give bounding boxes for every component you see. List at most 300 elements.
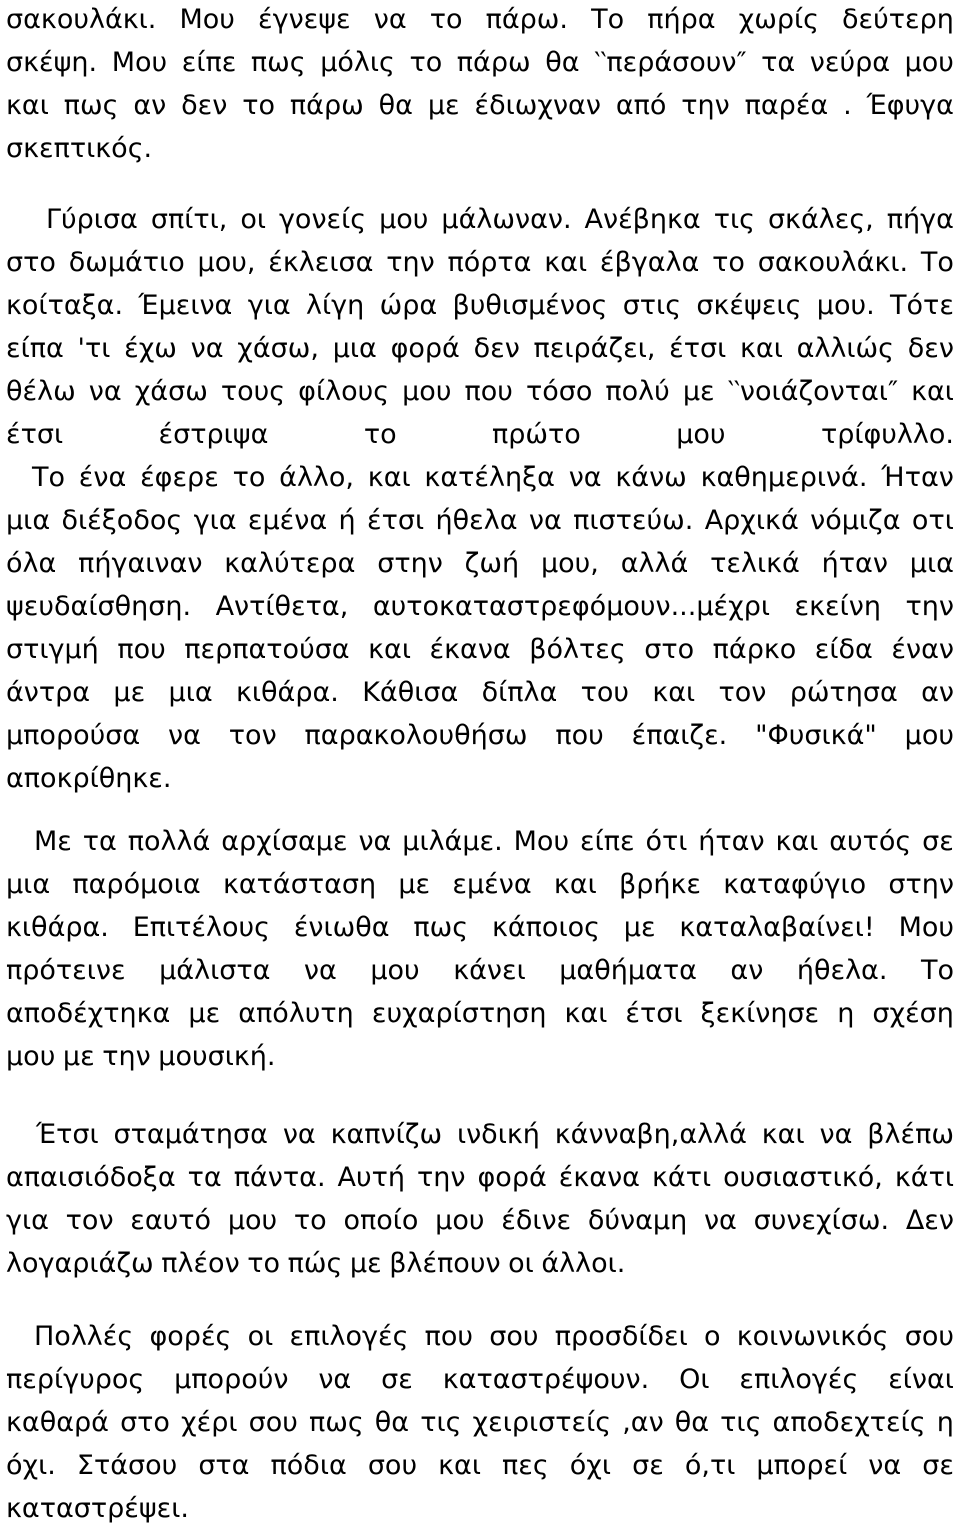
word: μια: [6, 869, 51, 900]
word: άντρα: [6, 677, 91, 708]
word: τον: [228, 720, 277, 751]
word: τόσο: [525, 376, 593, 407]
word: κοίταξα.: [6, 290, 124, 321]
word: Αρχικά: [704, 505, 799, 536]
word: ψευδαίσθηση.: [6, 591, 192, 622]
word: πρώτο: [492, 419, 581, 450]
word: Πολλές: [34, 1321, 134, 1352]
word: είδα: [814, 634, 873, 665]
word: θα: [378, 90, 413, 121]
word: σακουλάκι.: [757, 247, 909, 278]
word: σου: [489, 1321, 539, 1352]
word: τα: [82, 826, 117, 857]
word: Αυτή: [337, 1162, 406, 1193]
word: μόλις: [320, 47, 395, 78]
word: για: [193, 505, 237, 536]
word: να: [528, 505, 562, 536]
word: κάποιος: [491, 912, 600, 943]
word: αλλά: [620, 548, 689, 579]
word: Έφυγα: [866, 90, 954, 121]
word: χέρι: [181, 1407, 238, 1438]
text-line-28: λογαριάζω πλέον το πώς με βλέπουν οι άλλοι.: [6, 1248, 626, 1279]
word: κάτι: [894, 1162, 954, 1193]
word: έπαιζε.: [631, 720, 728, 751]
text-line-14: [6, 589, 954, 625]
word: που: [555, 720, 604, 751]
word: μια: [332, 333, 377, 364]
word: Στάσου: [76, 1450, 178, 1481]
word: τα: [761, 47, 796, 78]
word: Δεν: [905, 1205, 954, 1236]
word: εαυτό: [130, 1205, 212, 1236]
word: θέλω: [6, 376, 76, 407]
word: εκείνη: [794, 591, 881, 622]
word: από: [615, 90, 667, 121]
text-line-9: [6, 374, 954, 410]
word: Ανέβηκα: [584, 204, 701, 235]
word: στα: [198, 1450, 250, 1481]
word: πρότεινε: [6, 955, 126, 986]
word: το: [293, 1205, 327, 1236]
word: πάρω: [289, 90, 364, 121]
word: τις: [713, 204, 755, 235]
word: για: [247, 290, 291, 321]
word: επιλογές: [739, 1364, 859, 1395]
word: ,αν: [622, 1407, 664, 1438]
word: και: [544, 247, 588, 278]
word: για: [6, 1205, 49, 1236]
word: έτσι: [669, 333, 727, 364]
word: δεύτερη: [842, 4, 954, 35]
word: μάλιστα: [159, 955, 271, 986]
word: να: [168, 720, 201, 751]
word: που: [117, 634, 166, 665]
word: και: [740, 333, 783, 364]
text-line-3: [6, 88, 954, 124]
word: δύναμη: [587, 1205, 688, 1236]
word: πως: [413, 912, 469, 943]
word: δεν: [907, 333, 954, 364]
word: το: [712, 247, 745, 278]
word: φίλους: [298, 376, 390, 407]
word: μου,: [540, 548, 599, 579]
word: όλα: [6, 548, 57, 579]
word: πήρα: [647, 4, 716, 35]
word: πειράζει,: [533, 333, 656, 364]
word: έκανα: [558, 1162, 640, 1193]
word: κοινωνικός: [736, 1321, 889, 1352]
word: κατέληξα: [424, 462, 555, 493]
word: μιλάμε.: [402, 826, 503, 857]
word: να: [868, 1450, 902, 1481]
word: να: [190, 333, 224, 364]
word: σε: [922, 1450, 954, 1481]
text-line-15: [6, 632, 954, 668]
word: ξεκίνησε: [700, 998, 820, 1029]
word: είπα: [6, 333, 64, 364]
word: πάρκο: [712, 634, 797, 665]
word: αν: [921, 677, 954, 708]
text-line-7: [6, 288, 954, 324]
word: με: [188, 998, 221, 1029]
text-line-30: [6, 1362, 954, 1398]
word: και: [761, 1119, 805, 1150]
text-line-23: [6, 996, 954, 1032]
word: που: [464, 376, 513, 407]
word: μαθήματα: [559, 955, 697, 986]
word: έκλεισα: [268, 247, 374, 278]
word: Το: [32, 462, 66, 493]
word: και: [775, 826, 819, 857]
text-line-2: [6, 45, 954, 81]
word: τις: [420, 1407, 462, 1438]
word: αν: [730, 955, 764, 986]
word: και: [911, 376, 954, 407]
word: περίγυρος: [6, 1364, 145, 1395]
word: πως: [250, 47, 306, 78]
word: καταφύγιο: [723, 869, 867, 900]
word: γονείς: [278, 204, 367, 235]
word: ένα: [78, 462, 127, 493]
word: ώρα: [379, 290, 438, 321]
word: μου: [435, 1205, 485, 1236]
word: στην: [888, 869, 954, 900]
word: Το: [920, 247, 954, 278]
word: και: [368, 634, 411, 665]
word: Με: [34, 826, 72, 857]
word: Μου: [898, 912, 954, 943]
word: Το: [920, 955, 954, 986]
word: με: [113, 677, 146, 708]
word: πως: [308, 1407, 364, 1438]
word: τις: [720, 1407, 762, 1438]
word: σε: [922, 826, 954, 857]
word: δεν: [473, 333, 520, 364]
word: μια: [168, 677, 213, 708]
text-line-24: μου με την μουσική.: [6, 1041, 276, 1072]
text-line-22: [6, 953, 954, 989]
word: δωμάτιο: [68, 247, 185, 278]
word: Μου: [179, 4, 235, 35]
word: Έτσι: [36, 1119, 99, 1150]
text-line-13: [6, 546, 954, 582]
word: λίγη: [306, 290, 365, 321]
word: σκάλες,: [767, 204, 874, 235]
text-line-16: [6, 675, 954, 711]
word: φορά: [477, 1162, 547, 1193]
word: μου,: [197, 247, 256, 278]
word: στο: [120, 1407, 170, 1438]
word: προσδίδει: [554, 1321, 688, 1352]
word: οι: [240, 204, 266, 235]
word: μια: [6, 505, 51, 536]
text-line-29: [34, 1319, 954, 1355]
word: χειριστείς: [472, 1407, 612, 1438]
word: μου: [370, 955, 420, 986]
word: κάνω: [615, 462, 687, 493]
word: να: [373, 4, 407, 35]
word: ινδική: [456, 1119, 540, 1150]
word: αλλιώς: [796, 333, 894, 364]
word: την: [681, 90, 730, 121]
word: και: [564, 998, 608, 1029]
word: σκέψεις: [696, 290, 802, 321]
word: ουσιαστικό,: [723, 1162, 883, 1193]
word: οι: [247, 1321, 274, 1352]
word: τελικά: [710, 548, 800, 579]
word: 'τι: [77, 333, 111, 364]
word: σπίτι,: [150, 204, 228, 235]
word: οτι: [911, 505, 954, 536]
word: έστριψα: [158, 419, 269, 450]
word: ρώτησα: [789, 677, 898, 708]
word: έχω: [124, 333, 177, 364]
word: ‵‵περάσουν″: [594, 47, 747, 78]
word: την: [905, 591, 954, 622]
word: συνεχίσω.: [753, 1205, 890, 1236]
word: νόμιζα: [810, 505, 901, 536]
word: .: [843, 90, 852, 121]
word: σχέση: [872, 998, 954, 1029]
word: με: [623, 912, 656, 943]
word: Μου: [513, 826, 570, 857]
word: τρίφυλλο.: [820, 419, 954, 450]
text-line-6: [6, 245, 954, 281]
word: να: [358, 826, 392, 857]
word: σακουλάκι.: [6, 4, 157, 35]
word: στιγμή: [6, 634, 99, 665]
word: έδινε: [501, 1205, 572, 1236]
word: κάτι: [652, 1162, 712, 1193]
word: το: [409, 47, 443, 78]
word: μου: [402, 376, 452, 407]
word: "Φυσικά": [755, 720, 877, 751]
text-line-19: [34, 824, 954, 860]
word: να: [303, 955, 337, 986]
word: παρακολουθήσω: [304, 720, 528, 751]
word: ‵‵νοιάζονται″: [727, 376, 899, 407]
word: να: [88, 376, 122, 407]
word: κιθάρα.: [235, 677, 339, 708]
word: να: [282, 1119, 316, 1150]
text-line-27: [6, 1203, 954, 1239]
word: του: [580, 677, 630, 708]
word: εμένα: [247, 505, 328, 536]
word: καπνίζω: [330, 1119, 443, 1150]
word: κάνναβη,αλλά: [554, 1119, 747, 1150]
word: με: [682, 376, 715, 407]
text-line-17: [6, 718, 954, 754]
word: ευχαρίστηση: [371, 998, 547, 1029]
word: με: [427, 90, 460, 121]
word: το: [429, 4, 463, 35]
word: να: [703, 1205, 737, 1236]
word: που: [424, 1321, 474, 1352]
word: σε: [632, 1450, 664, 1481]
word: Αντίθετα,: [215, 591, 349, 622]
word: ότι: [645, 826, 688, 857]
text-line-33: καταστρέψει.: [6, 1493, 189, 1524]
word: είναι: [888, 1364, 954, 1395]
word: η: [837, 998, 855, 1029]
word: αυτοκαταστρεφόμουν...μέχρι: [372, 591, 770, 622]
word: ήταν: [698, 826, 765, 857]
word: όχι: [569, 1450, 612, 1481]
word: το: [232, 462, 266, 493]
word: τους: [220, 376, 286, 407]
text-line-32: [6, 1448, 954, 1484]
word: μια: [909, 548, 954, 579]
word: κιθάρα.: [6, 912, 109, 943]
word: ήθελα: [435, 505, 518, 536]
word: στο: [6, 247, 56, 278]
word: έτσι: [625, 998, 683, 1029]
word: στις: [622, 290, 682, 321]
word: έναν: [891, 634, 954, 665]
word: βλέπω: [867, 1119, 954, 1150]
word: βυθισμένος: [452, 290, 608, 321]
word: Κάθισα: [362, 677, 459, 708]
word: πόδια: [270, 1450, 347, 1481]
word: την: [417, 1162, 466, 1193]
word: και: [438, 1450, 481, 1481]
word: αποδεχτείς: [772, 1407, 926, 1438]
word: πήγα: [886, 204, 954, 235]
word: παρόμοια: [72, 869, 201, 900]
word: μπορούν: [174, 1364, 289, 1395]
word: έκανα: [429, 634, 511, 665]
word: και: [6, 90, 49, 121]
word: φορές: [149, 1321, 232, 1352]
word: πάρω.: [485, 4, 568, 35]
word: την: [386, 247, 435, 278]
word: καταλαβαίνει!: [679, 912, 875, 943]
word: έφερε: [140, 462, 219, 493]
word: σταμάτησα: [113, 1119, 268, 1150]
word: μου.: [816, 290, 875, 321]
word: είπε: [181, 47, 237, 78]
text-line-1: [6, 2, 954, 38]
word: Έμεινα: [138, 290, 233, 321]
word: ζωή: [464, 548, 520, 579]
word: καθημερινά.: [700, 462, 868, 493]
word: σε: [381, 1364, 413, 1395]
word: μπορούσα: [6, 720, 141, 751]
word: Το: [591, 4, 625, 35]
word: στην: [377, 548, 443, 579]
word: τα: [187, 1162, 222, 1193]
word: ό,τι: [684, 1450, 736, 1481]
word: και: [553, 869, 597, 900]
word: το: [363, 419, 397, 450]
word: χάσω,: [237, 333, 319, 364]
word: έδιωχναν: [474, 90, 601, 121]
text-line-11: [32, 460, 954, 496]
word: πάντα.: [233, 1162, 326, 1193]
word: μου: [379, 204, 429, 235]
word: βόλτες: [529, 634, 626, 665]
word: παρέα: [744, 90, 829, 121]
word: μου: [676, 419, 726, 450]
word: στο: [644, 634, 695, 665]
word: διέξοδος: [61, 505, 183, 536]
word: μου: [227, 1205, 278, 1236]
text-line-12: [6, 503, 954, 539]
word: φορά: [390, 333, 460, 364]
word: σου: [248, 1407, 298, 1438]
word: είπε: [579, 826, 635, 857]
word: ο: [703, 1321, 721, 1352]
word: Τότε: [890, 290, 954, 321]
word: νεύρα: [809, 47, 891, 78]
word: Ήταν: [881, 462, 954, 493]
word: πιστεύω.: [573, 505, 694, 536]
word: πόρτα: [447, 247, 532, 278]
word: έτσι: [367, 505, 425, 536]
word: θα: [674, 1407, 710, 1438]
word: χωρίς: [738, 4, 819, 35]
word: απόλυτη: [238, 998, 354, 1029]
text-line-4: σκεπτικός.: [6, 133, 153, 164]
word: χάσω: [134, 376, 208, 407]
word: καλύτερα: [224, 548, 356, 579]
word: ένιωθα: [293, 912, 390, 943]
word: ή: [338, 505, 356, 536]
word: πες: [502, 1450, 549, 1481]
word: απαισιόδοξα: [6, 1162, 176, 1193]
word: πάρω: [456, 47, 531, 78]
word: μου: [904, 720, 954, 751]
word: Οι: [679, 1364, 710, 1395]
word: να: [819, 1119, 853, 1150]
word: θα: [545, 47, 580, 78]
word: όχι.: [6, 1450, 56, 1481]
word: κατάσταση: [222, 869, 377, 900]
word: ήθελα.: [796, 955, 888, 986]
word: εμένα: [452, 869, 532, 900]
word: επιλογές: [289, 1321, 409, 1352]
word: αποδέχτηκα: [6, 998, 171, 1029]
word: μου: [904, 47, 954, 78]
word: να: [568, 462, 602, 493]
word: σου: [367, 1450, 418, 1481]
text-line-26: [6, 1160, 954, 1196]
word: άλλο,: [279, 462, 354, 493]
word: τον: [718, 677, 767, 708]
word: Γύρισα: [46, 204, 138, 235]
word: πολλά: [127, 826, 211, 857]
word: έβγαλα: [599, 247, 700, 278]
word: μάλωναν.: [441, 204, 572, 235]
word: ήταν: [821, 548, 888, 579]
word: και: [652, 677, 696, 708]
word: κάνει: [453, 955, 526, 986]
word: αυτός: [829, 826, 912, 857]
text-line-18: αποκρίθηκε.: [6, 763, 172, 794]
word: με: [398, 869, 431, 900]
word: η: [936, 1407, 954, 1438]
word: βρήκε: [619, 869, 702, 900]
word: αν: [133, 90, 167, 121]
word: δεν: [181, 90, 228, 121]
word: να: [318, 1364, 352, 1395]
word: πως: [63, 90, 119, 121]
word: και: [367, 462, 411, 493]
text-line-8: [6, 331, 954, 367]
word: σκέψη.: [6, 47, 98, 78]
word: τον: [65, 1205, 114, 1236]
word: δίπλα: [481, 677, 558, 708]
